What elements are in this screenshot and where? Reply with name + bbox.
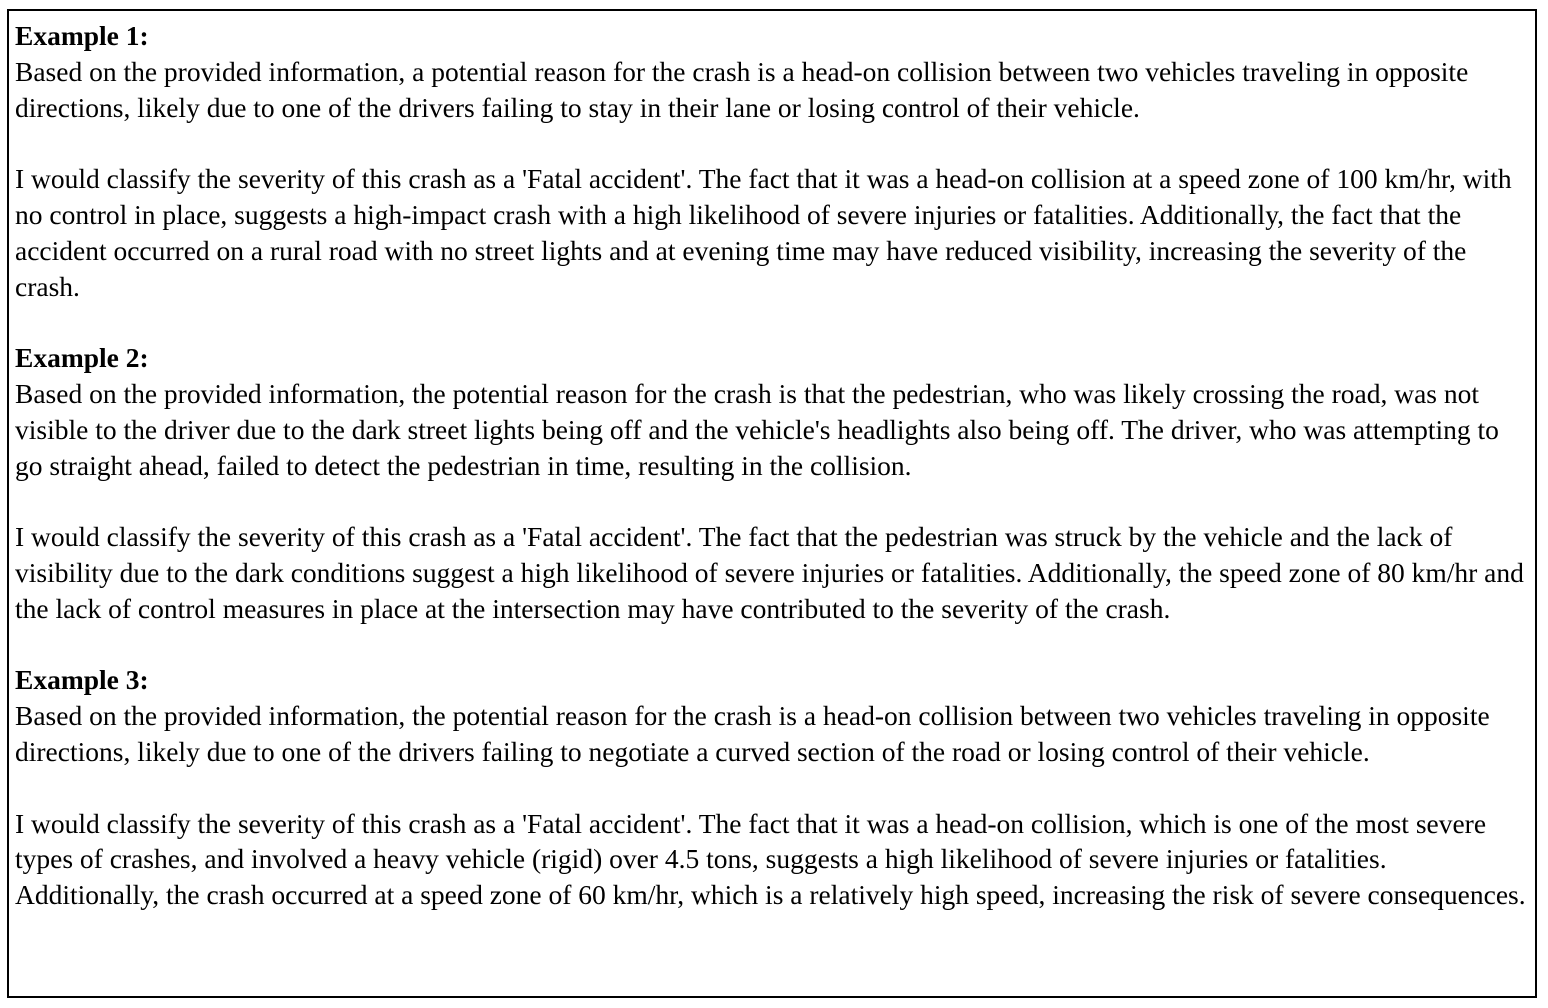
example-3-severity: I would classify the severity of this crash as a 'Fatal accident'. The fact that it was a head-on collision, which is one of the most severe types of crashes, and involved a heavy vehicle (rigid) over 4.5 tons, suggests a high likelihood of severe injuries or fatalities. Additionally, the crash occurred at a speed zone of 60 km/hr, which is a relatively high speed, increasing the risk of severe consequences.	[15, 807, 1526, 911]
example-1	[15, 18, 1531, 304]
example-3-reason: Based on the provided information, the potential reason for the crash is a head-on collision between two vehicles traveling in opposite directions, likely due to one of the drivers failing to negotiate a curved section of the road or losing control of their vehicle.	[15, 700, 1490, 767]
example-2-reason: Based on the provided information, the potential reason for the crash is that the pedestrian, who was likely crossing the road, was not visible to the driver due to the dark street lights being off and the vehicle's headlights also being off. The driver, who was attempting to go straight ahead, failed to detect the pedestrian in time, resulting in the collision.	[15, 377, 1499, 481]
example-2-severity: I would classify the severity of this crash as a 'Fatal accident'. The fact that the pedestrian was struck by the vehicle and the lack of visibility due to the dark conditions suggest a high likelihood of severe injuries or fatalities. Additionally, the speed zone of 80 km/hr and the lack of control measures in place at the intersection may have contributed to the severity of the crash.	[15, 521, 1524, 624]
example-1-reason: Based on the provided information, a potential reason for the crash is a head-on collision between two vehicles traveling in opposite directions, likely due to one of the drivers failing to stay in their lane or losing control of their vehicle.	[15, 55, 1469, 123]
spacer	[15, 627, 1531, 663]
spacer	[15, 483, 1531, 519]
spacer	[15, 125, 1531, 161]
example-1-severity: I would classify the severity of this crash as a 'Fatal accident'. The fact that it was a head-on collision at a speed zone of 100 km/hr, with no control in place, suggests a high-impact crash with a high likelihood of severe injuries or fatalities. Additionally, the fact that the accident occurred on a rural road with no street lights and at evening time may have reduced visibility, increasing the severity of the crash.	[15, 163, 1512, 302]
spacer	[15, 304, 1531, 340]
example-1-title: Example 1:	[15, 20, 149, 51]
example-2-title: Example 2:	[15, 342, 149, 374]
example-3	[15, 662, 1531, 913]
example-3-title: Example 3:	[15, 664, 149, 696]
spacer	[15, 770, 1531, 806]
example-2	[15, 340, 1531, 626]
document-body	[15, 18, 1531, 913]
